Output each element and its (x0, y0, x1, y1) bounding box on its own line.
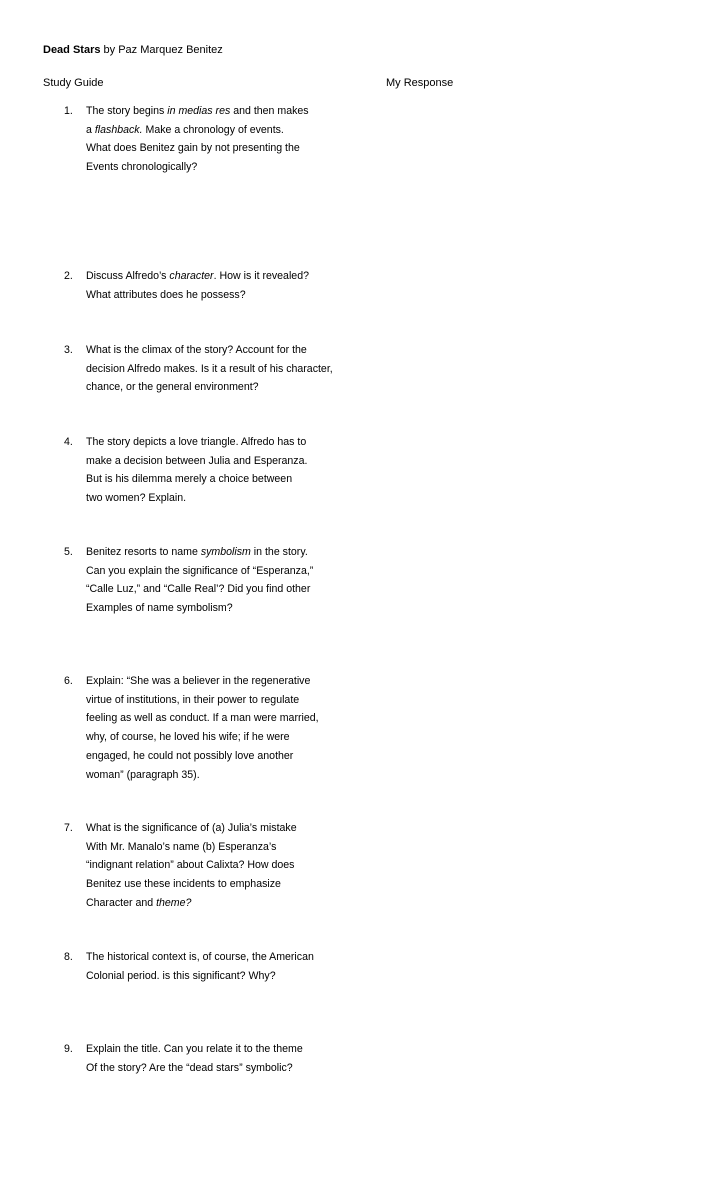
question-emphasis: symbolism (200, 546, 251, 558)
question-text (86, 341, 394, 397)
question-line (86, 341, 394, 360)
question-line (86, 286, 394, 305)
question-run: With Mr. Manalo’s name (b) Esperanza’s (86, 840, 277, 853)
question-run: Of the story? Are the “dead stars” symbolic? (86, 1061, 293, 1074)
question-number: 9. (64, 1043, 73, 1055)
question-line (86, 267, 394, 286)
question-line (86, 599, 394, 618)
question-line (86, 728, 394, 747)
my-response-heading: My Response (386, 77, 454, 89)
question-line (86, 875, 394, 894)
question-run: Character and (86, 896, 157, 909)
question-run: Benitez use these incidents to emphasize (86, 878, 281, 891)
question-run: Benitez resorts to name (86, 546, 201, 558)
question-line (86, 102, 394, 121)
question-run: But is his dilemma merely a choice between (86, 473, 293, 486)
question-run: a (86, 123, 95, 136)
document-title-rest: by Paz Marquez Benitez (100, 44, 223, 56)
question-3 (64, 341, 394, 397)
question-text (86, 543, 394, 618)
question-number: 8. (64, 951, 73, 963)
question-number: 2. (64, 270, 73, 282)
question-run: The story begins (86, 105, 168, 117)
question-run: engaged, he could not possibly love another (86, 749, 294, 762)
question-text (86, 1040, 394, 1077)
document-title-bold: Dead Stars (43, 44, 101, 56)
question-line (86, 433, 394, 452)
question-line (86, 489, 394, 508)
question-line (86, 1040, 394, 1059)
question-emphasis: theme? (156, 896, 192, 909)
question-number: 1. (64, 105, 73, 117)
document-title (43, 43, 223, 57)
question-7 (64, 819, 394, 913)
question-run: Events chronologically? (86, 161, 198, 174)
question-run: What does Benitez gain by not presenting the (86, 142, 300, 155)
question-line (86, 543, 394, 562)
question-run: Can you explain the significance of “Esperanza,” (86, 564, 314, 577)
question-run: What is the climax of the story? Account for the (86, 344, 307, 356)
question-run: Discuss Alfredo’s (86, 270, 170, 282)
question-emphasis: in medias res (167, 105, 231, 117)
question-text (86, 672, 394, 784)
question-emphasis: character (169, 270, 214, 282)
question-run: Explain the title. Can you relate it to the theme (86, 1043, 303, 1055)
question-line (86, 562, 394, 581)
question-number: 6. (64, 675, 73, 687)
question-run: The story depicts a love triangle. Alfredo has to (86, 436, 307, 448)
question-line (86, 856, 394, 875)
question-line (86, 580, 394, 599)
question-run: why, of course, he loved his wife; if he were (86, 731, 290, 744)
question-run: two women? Explain. (86, 492, 187, 505)
question-line (86, 158, 394, 177)
question-text (86, 267, 394, 304)
question-run: chance, or the general environment? (86, 381, 259, 394)
question-emphasis: flashback. (94, 123, 143, 136)
question-run: woman” (paragraph 35). (86, 768, 200, 781)
question-5 (64, 543, 394, 618)
question-number: 5. (64, 546, 73, 558)
question-line (86, 967, 394, 986)
question-line (86, 948, 394, 967)
question-run: in the story. (250, 546, 308, 558)
question-8 (64, 948, 394, 985)
question-6 (64, 672, 394, 784)
question-line (86, 691, 394, 710)
question-line (86, 378, 394, 397)
question-line (86, 819, 394, 838)
question-line (86, 121, 394, 140)
question-run: Colonial period. is this significant? Why? (86, 969, 276, 982)
question-number: 3. (64, 344, 73, 356)
question-run: “indignant relation” about Calixta? How does (86, 859, 295, 872)
question-line (86, 838, 394, 857)
question-run: The historical context is, of course, the American (86, 951, 314, 963)
question-text (86, 819, 394, 913)
question-run: Examples of name symbolism? (86, 602, 233, 615)
question-line (86, 766, 394, 785)
question-run: . How is it revealed? (213, 270, 309, 282)
question-run: What is the significance of (a) Julia’s mistake (86, 822, 297, 834)
question-text (86, 102, 394, 177)
question-text (86, 948, 394, 985)
question-text (86, 433, 394, 508)
question-run: decision Alfredo makes. Is it a result of his character, (86, 362, 333, 375)
question-line (86, 139, 394, 158)
question-run: virtue of institutions, in their power to regulate (86, 693, 300, 706)
question-line (86, 452, 394, 471)
question-line (86, 470, 394, 489)
question-line (86, 672, 394, 691)
question-run: feeling as well as conduct. If a man were married, (86, 712, 319, 725)
study-guide-heading: Study Guide (43, 77, 104, 89)
question-4 (64, 433, 394, 508)
question-line (86, 894, 394, 913)
question-number: 7. (64, 822, 73, 834)
question-line (86, 747, 394, 766)
question-line (86, 360, 394, 379)
question-9 (64, 1040, 394, 1077)
question-run: and then makes (230, 105, 309, 117)
question-line (86, 1059, 394, 1078)
question-2 (64, 267, 394, 304)
question-run: make a decision between Julia and Esperanza. (86, 454, 308, 467)
question-number: 4. (64, 436, 73, 448)
question-line (86, 709, 394, 728)
question-run: Explain: “She was a believer in the regenerative (86, 675, 311, 687)
question-1 (64, 102, 394, 177)
question-run: What attributes does he possess? (86, 288, 246, 301)
question-run: “Calle Luz,” and “Calle Real’? Did you find other (86, 583, 311, 596)
question-run: Make a chronology of events. (142, 123, 284, 136)
